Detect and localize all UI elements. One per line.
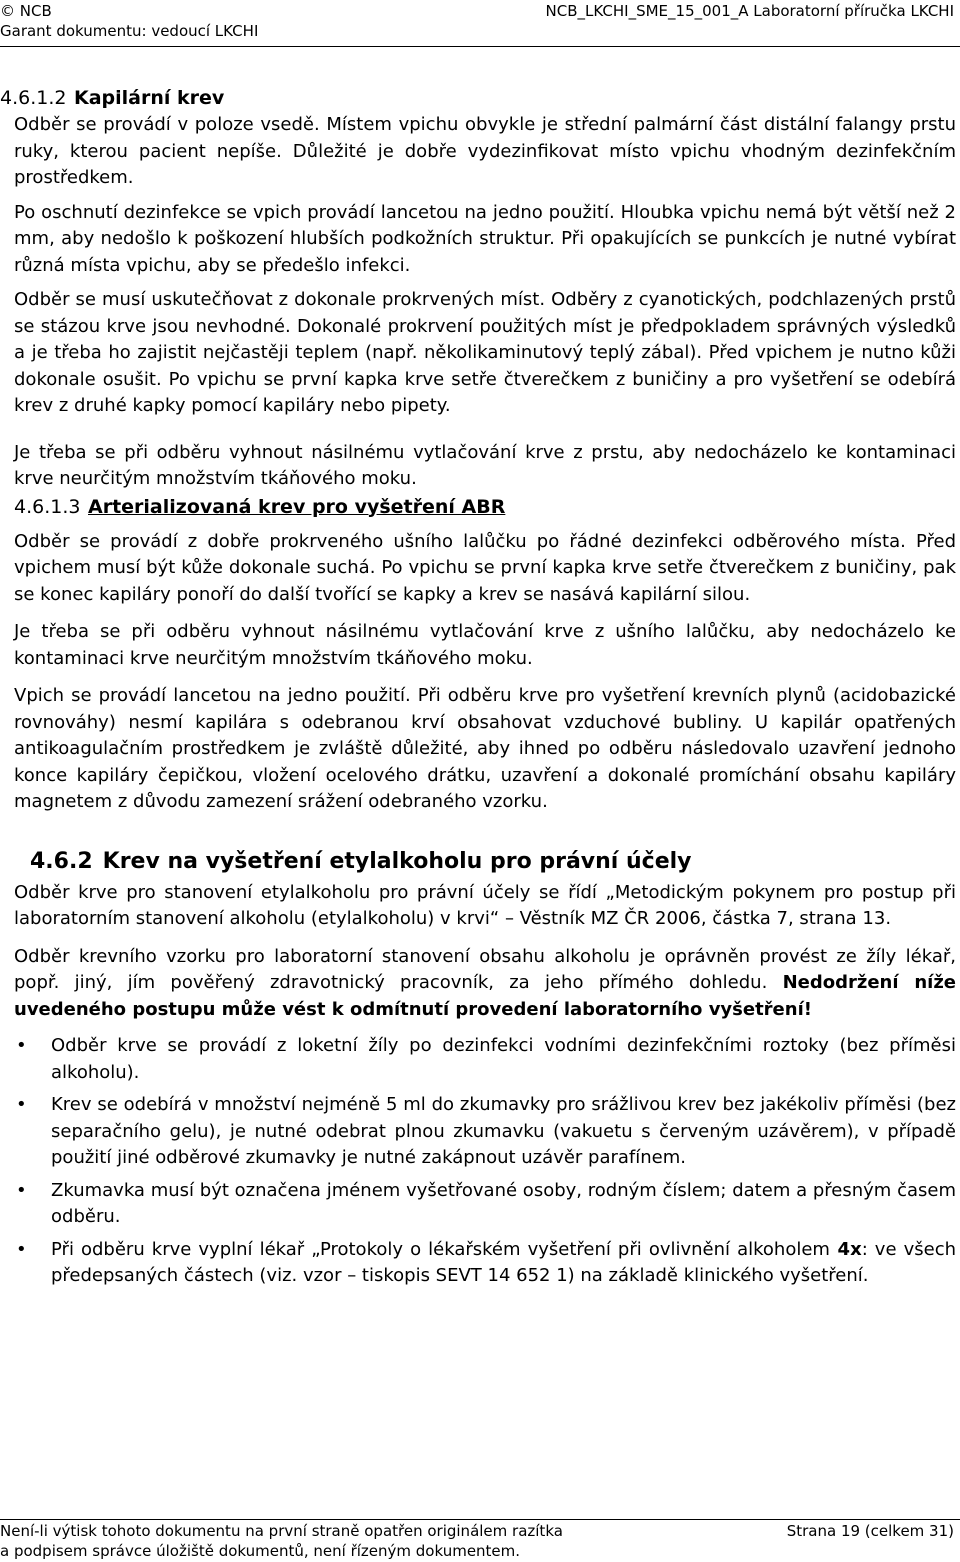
- paragraph: Je třeba se při odběru vyhnout násilnému vytlačování krve z prstu, aby nedocházelo ke kontaminaci krve neurčitým množstvím tkáňového moku.: [14, 441, 956, 489]
- section-title: Krev na vyšetření etylalkoholu pro právní účely: [102, 848, 692, 874]
- paragraph-with-warning: [14, 944, 956, 1024]
- header-left: [0, 1, 258, 41]
- list-item: [14, 1092, 956, 1172]
- section-title: Kapilární krev: [74, 87, 225, 109]
- list-item: [14, 1033, 956, 1086]
- bullet-icon: •: [16, 1094, 27, 1115]
- section-heading-4612: [0, 84, 956, 112]
- warning-text: Nedodržení níže uvedeného postupu může vést k odmítnutí provedení laboratorního vyšetření!: [14, 972, 957, 1020]
- bullet-icon: •: [16, 1035, 27, 1056]
- page-header: [0, 0, 960, 44]
- section-number: 4.6.1.3: [14, 495, 81, 518]
- footer-notice-line1: Není-li výtisk tohoto dokumentu na první straně opatřen originálem razítka: [0, 1522, 563, 1540]
- list-item: [14, 1237, 956, 1290]
- header-copyright: © NCB: [0, 2, 52, 20]
- footer-notice-line2: a podpisem správce úložiště dokumentů, není řízeným dokumentem.: [0, 1542, 521, 1560]
- section-number: 4.6.2: [30, 848, 93, 874]
- section-number: 4.6.1.2: [0, 87, 67, 109]
- document-body: [0, 84, 957, 1296]
- footer-left: [0, 1521, 563, 1561]
- section-heading-462: [14, 846, 956, 878]
- list-item-bold: 4x: [829, 1238, 862, 1260]
- header-divider: [0, 46, 960, 47]
- list-item-tail: : ve všech předepsaných částech (viz. vzor – tiskopis SEVT 14 652 1) na základě klinického vyšetření.: [51, 1238, 956, 1286]
- page-number: Strana 19 (celkem 31): [786, 1522, 954, 1540]
- paragraph: Vpich se provádí lancetou na jedno použití. Při odběru krve pro vyšetření krevních plynů (acidobazické rovnováhy) nesmí kapilára s odebranou krví obsahovat vzduchové bubliny. U kapilár opatřených antikoagulačním prostředkem je zvláště důležité, aby ihned po odběru následovalo uzavření jednoho konce kapiláry čepičkou, vložení ocelového drátku, uzavření a dokonalé promíchání obsahu kapiláry magnetem z důvodu zamezení srážení odebraného vzorku.: [14, 685, 956, 812]
- header-document-guarantor: Garant dokumentu: vedoucí LKCHI: [0, 22, 259, 40]
- header-document-id: NCB_LKCHI_SME_15_001_A Laboratorní příručka LKCHI: [545, 2, 954, 20]
- paragraph: Je třeba se při odběru vyhnout násilnému vytlačování krve z ušního lalůčku, aby nedocházelo ke kontaminaci krve neurčitým množstvím tkáňového moku.: [14, 621, 956, 669]
- bullet-list: [14, 1033, 956, 1290]
- paragraph: Odběr se provádí z dobře prokrveného ušního lalůčku po řádné dezinfekci odběrového místa. Před vpichem musí být kůže dokonale suchá. Po vpichu se první kapka krve setře čtverečkem z buničiny, pak se konec kapiláry ponoří do další tvořící se kapky a krev se nasává kapilární silou.: [14, 530, 956, 605]
- footer-right: [787, 1521, 954, 1541]
- paragraph: Po oschnutí dezinfekce se vpich provádí lancetou na jedno použití. Hloubka vpichu nemá být větší než 2 mm, aby nedošlo k poškození hlubších podkožních struktur. Při opakujících se punkcích je nutné vybírat různá místa vpichu, aby se předešlo infekci.: [14, 201, 956, 276]
- list-item-text: Krev se odebírá v množství nejméně 5 ml do zkumavky pro srážlivou krev bez jakékoliv příměsi (bez separačního gelu), je nutné odebrat plnou zkumavku (vakuetu s červeným uzávěrem), v případě použití jiné odběrové zkumavky je nutné zakápnout uzávěr parafínem.: [51, 1094, 956, 1168]
- bullet-icon: •: [16, 1179, 27, 1201]
- list-item-text: Při odběru krve vyplní lékař „Protokoly o lékařském vyšetření při ovlivnění alkoholem: [51, 1238, 830, 1260]
- header-right: [546, 1, 954, 21]
- footer-divider: [0, 1519, 960, 1520]
- bullet-icon: •: [16, 1238, 27, 1260]
- section-heading-4613: [14, 493, 956, 521]
- list-item-text: Zkumavka musí být označena jménem vyšetřované osoby, rodným číslem; datem a přesným časem odběru.: [51, 1179, 956, 1227]
- paragraph-text: Odběr krevního vzorku pro laboratorní stanovení obsahu alkoholu je oprávněn provést ze žíly lékař, popř. jiný, jím pověřený zdravotnický pracovník, za jeho přímého dohledu.: [14, 945, 956, 993]
- list-item: [14, 1178, 956, 1231]
- section-title: Arterializovaná krev pro vyšetření ABR: [88, 495, 506, 518]
- paragraph: Odběr krve pro stanovení etylalkoholu pro právní účely se řídí „Metodickým pokynem pro postup při laboratorním stanovení alkoholu (etylalkoholu) v krvi“ – Věstník MZ ČR 2006, částka 7, strana 13.: [14, 881, 956, 929]
- list-item-text: Odběr krve se provádí z loketní žíly po dezinfekci vodními dezinfekčními roztoky (bez příměsi alkoholu).: [51, 1035, 956, 1083]
- paragraph: Odběr se musí uskutečňovat z dokonale prokrvených míst. Odběry z cyanotických, podchlazených prstů se stázou krve jsou nevhodné. Dokonalé prokrvení použitých míst je předpokladem správných výsledků a je třeba ho zajistit nejčastěji teplem (např. několikaminutový teplý zábal). Před vpichem je nutno kůži dokonale osušit. Po vpichu se první kapka krve setře čtverečkem z buničiny a pro vyšetření se odebírá krev z druhé kapky pomocí kapiláry nebo pipety.: [14, 289, 956, 416]
- paragraph: Odběr se provádí v poloze vsedě. Místem vpichu obvykle je střední palmární část distální falangy prstu ruky, kterou pacient nepíše. Důležité je dobře vydezinfikovat místo vpichu vhodným dezinfekčním prostředkem.: [14, 114, 956, 188]
